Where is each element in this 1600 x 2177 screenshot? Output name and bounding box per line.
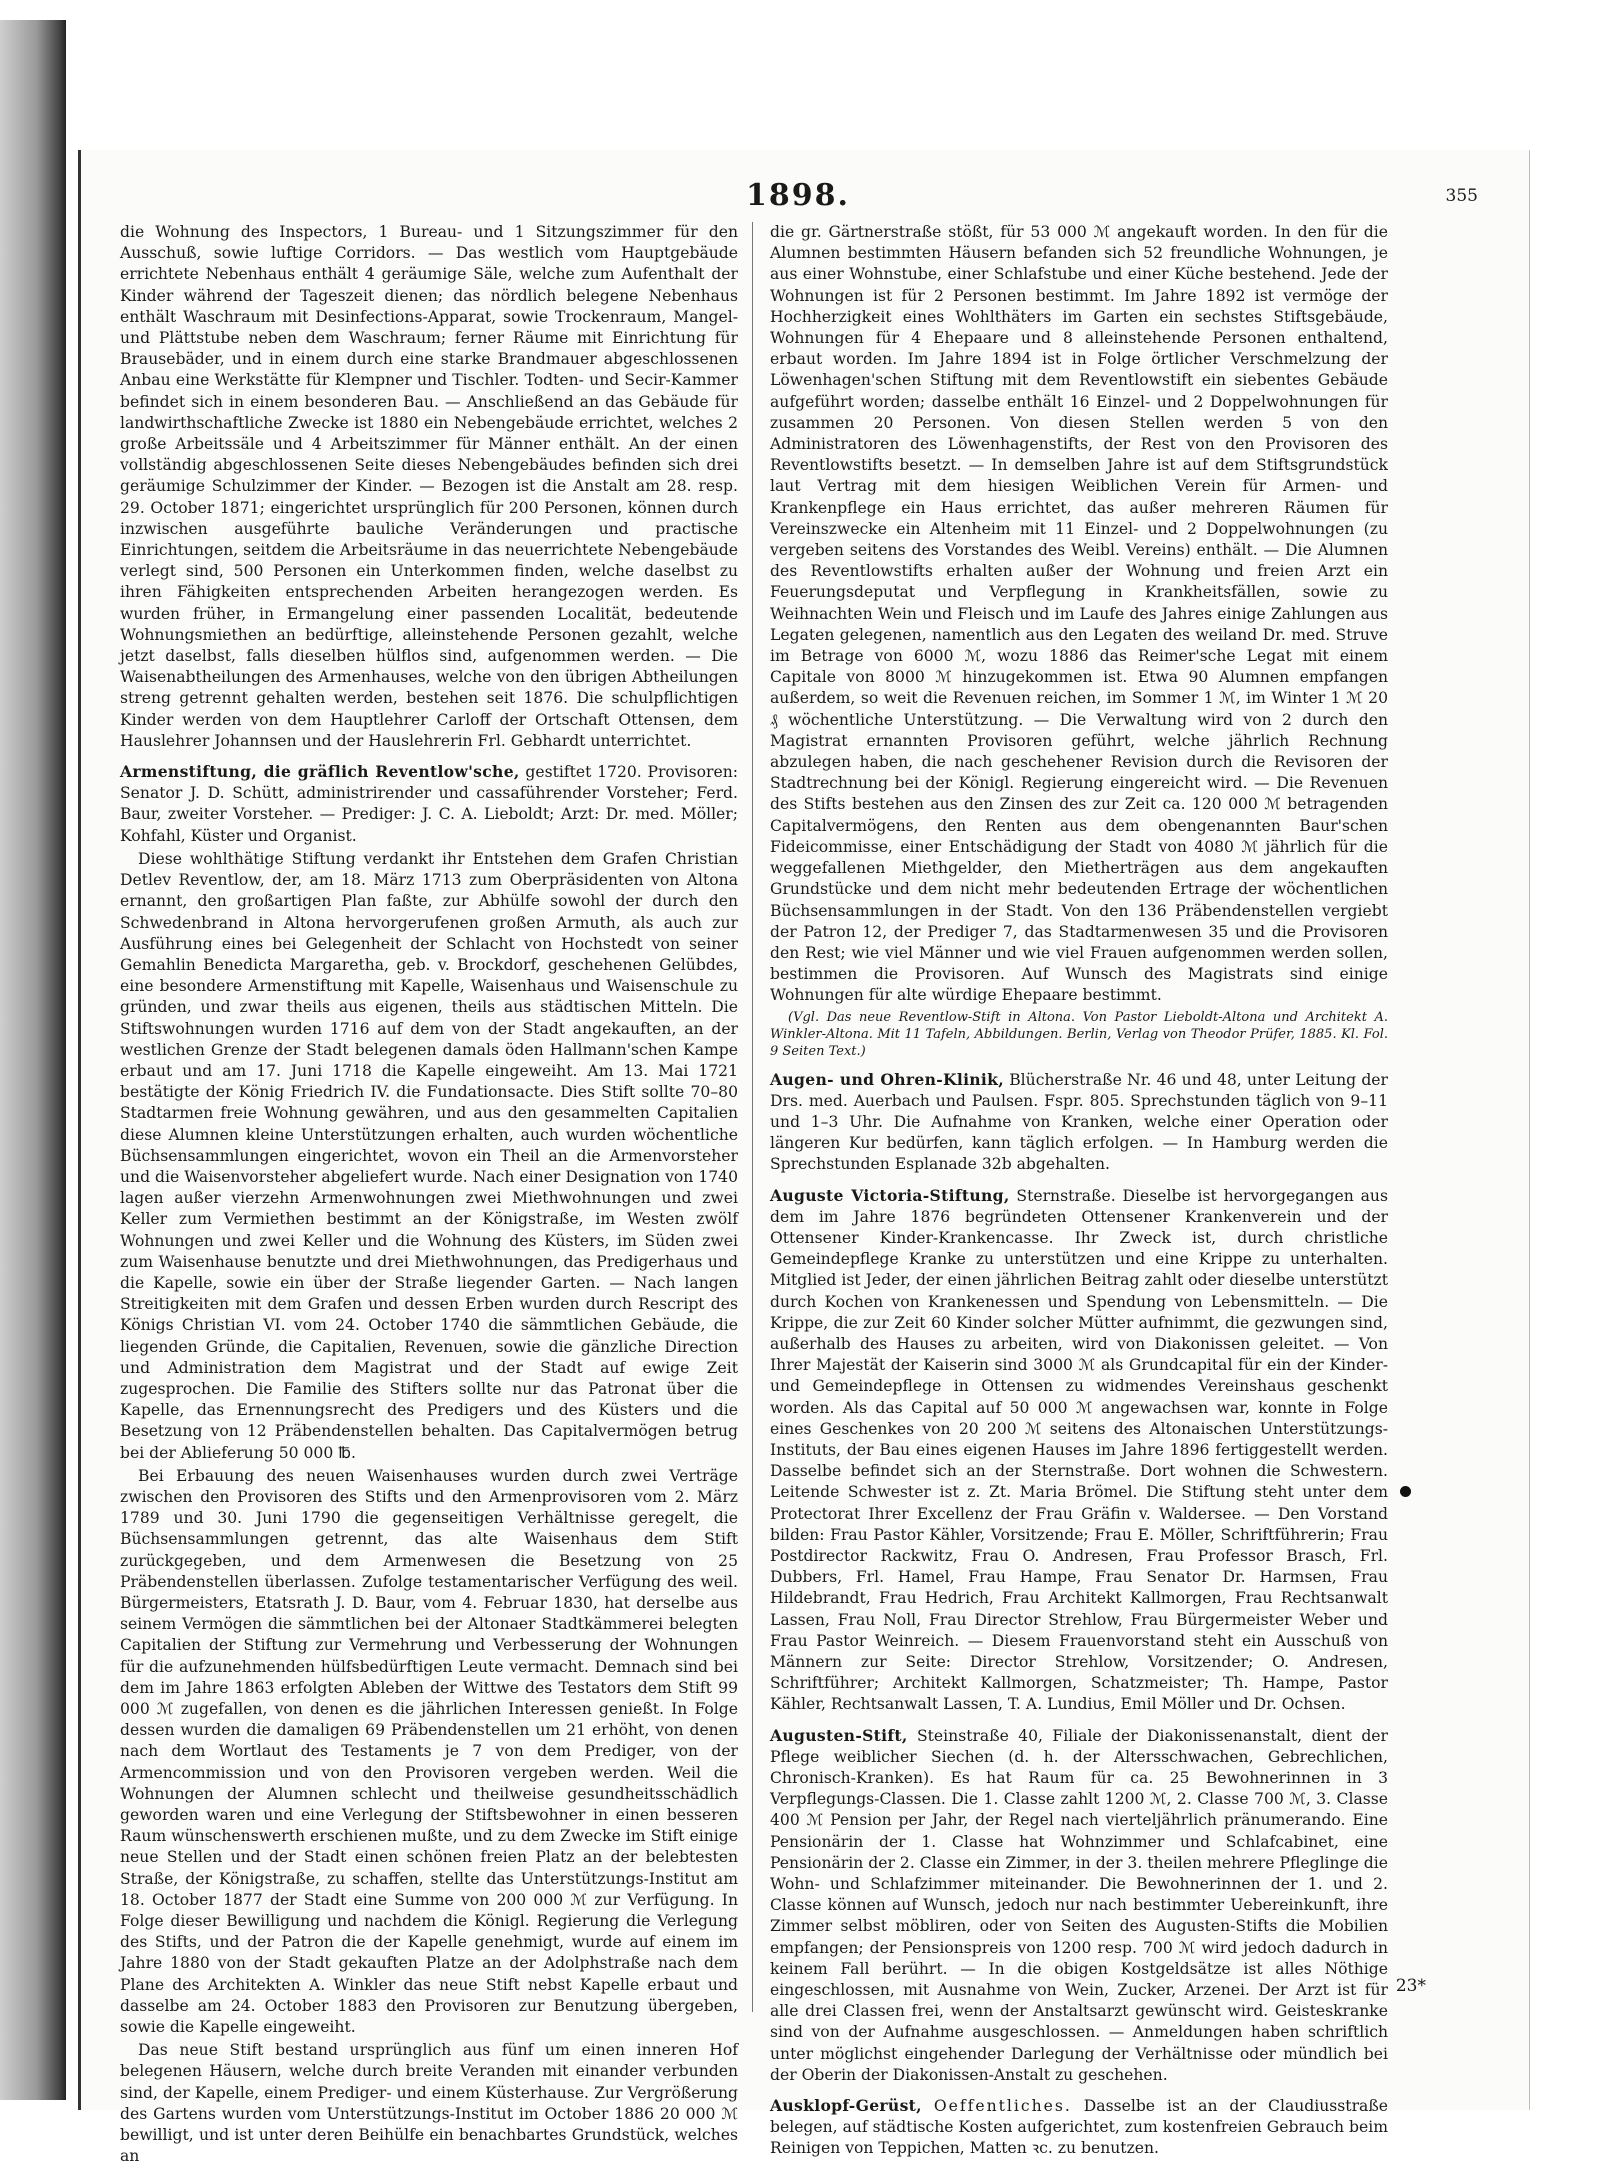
- right-column: [770, 222, 1388, 2158]
- augusten-stift-heading: Augusten-Stift,: [770, 1725, 908, 1745]
- augen-klinik-heading: Augen- und Ohren-Klinik,: [770, 1069, 1004, 1089]
- entry-armenhaus-continuation: [120, 222, 738, 752]
- column-divider: [752, 222, 753, 2012]
- entry-ausklopf-geruest: [770, 2095, 1388, 2160]
- ausklopf-paragraph: [770, 2095, 1388, 2160]
- entry-armenstiftung-continuation: [770, 222, 1388, 1060]
- ink-dot: [1400, 1486, 1411, 1497]
- page-header: [118, 178, 1478, 218]
- ausklopf-label: Oeffentliches.: [933, 2097, 1072, 2116]
- armenstiftung-waisenhaus: Bei Erbauung des neuen Waisenhauses wurden durch zwei Verträge zwischen den Provisoren des Stifts und den Armenprovisoren vom 2. März 1789 und 30. Juni 1790 die gegenseitigen Verhältnisse geregelt, die Büchsensammlungen getrennt, das alte Waisenhaus dem Stift zurückgegeben, und dem Armenwesen die Besetzung von 25 Präbendenstellen überlassen. Zufolge testamentarischer Verfügung des weil. Bürgermeisters, Etatsrath J. D. Baur, vom 4. Februar 1830, hat derselbe aus seinem Vermögen die sämmtlichen bei der Altonaer Stadtkämmerei belegten Capitalien der Stiftung zur Vermehrung und Verbesserung der Wohnungen für die aufzunehmenden hülfsbedürftigen Leute vermacht. Demnach sind bei dem im Jahre 1863 erfolgten Ableben der Wittwe des Testators dem Stift 99 000 ℳ zugefallen, von denen es die jährlichen Interessen genießt. In Folge dessen wurden die damaligen 69 Präbendenstellen um 21 erhöht, von denen nach dem Wortlaut des Testaments je 7 von dem Prediger, von der Armencommission und von den Provisoren vergeben werden. Weil die Wohnungen der Alumnen schlecht und theilweise gesundheitsschädlich geworden waren und eine Verlegung der Stiftsbewohner in einen besseren Raum wünschenswerth erschienen mußte, und zu dem Zwecke im Stift einige neue Stellen und der Stadt einen schönen freien Platz an der belebtesten Straße, der Königstraße, zu schaffen, stellte das Unterstützungs-Institut am 18. October 1877 der Stadt eine Summe von 200 000 ℳ zur Verfügung. In Folge dieser Bewilligung und nachdem die Königl. Regierung die Verlegung des Stifts, und der Patron die der Kapelle genehmigt, wurde auf einem im Jahre 1880 von der Stadt gekauften Platze an der Adolphstraße nach dem Plane des Architekten A. Winkler das neue Stift nebst Kapelle erbaut und dasselbe am 24. October 1883 den Provisoren zur Benutzung übergeben, sowie die Kapelle eingeweiht.: [120, 1466, 738, 2037]
- page-number: 355: [1445, 186, 1478, 206]
- armenhaus-text: die Wohnung des Inspectors, 1 Bureau- und 1 Sitzungszimmer für den Ausschuß, sowie luftige Corridors. — Das westlich vom Hauptgebäude errichtete Nebenhaus enthält 4 geräumige Säle, welche zum Aufenthalt der Kinder während der Tageszeit dienen; das nördlich belegene Nebenhaus enthält Waschraum mit Desinfections-Apparat, sowie Trockenraum, Mangel- und Plättstube neben dem Waschraum; ferner Räume mit Einrichtung für Brausebäder, und in einem durch eine starke Brandmauer abgeschlossenen Anbau eine Werkstätte für Klempner und Tischler. Todten- und Secir-Kammer befindet sich in einem besonderen Bau. — Anschließend an das Gebäude für landwirthschaftliche Zwecke ist 1880 ein Nebengebäude errichtet, welches 2 große Arbeitssäle und 4 Arbeitszimmer für Männer enthält. An der einen vollständig abgeschlossenen Seite dieses Nebengebäudes befinden sich drei geräumige Schulzimmer der Kinder. — Bezogen ist die Anstalt am 28. resp. 29. October 1871; eingerichtet ursprünglich für 200 Personen, können durch inzwischen ausgeführte bauliche Veränderungen und practische Einrichtungen, seitdem die Arbeitsräume in das neuerrichtete Nebengebäude verlegt sind, 500 Personen ein Unterkommen finden, welche daselbst zu ihren Fähigkeiten entsprechenden Arbeiten herangezogen werden. Es wurden früher, in Ermangelung einer passenden Localität, bedeutende Wohnungsmiethen an bedürftige, alleinstehende Personen gezahlt, welche jetzt daselbst, falls dieselben hülflos sind, aufgenommen werden. — Die Waisenabtheilungen des Armenhauses, welche von den übrigen Abtheilungen streng getrennt gehalten werden, bestehen seit 1876. Die schulpflichtigen Kinder werden von dem Hauptlehrer Carloff der Ortschaft Ottensen, dem Hauslehrer Johannsen und der Hauslehrerin Frl. Gebhardt unterrichtet.: [120, 223, 738, 750]
- auguste-victoria-heading: Auguste Victoria-Stiftung,: [770, 1185, 1010, 1205]
- entry-augusten-stift: [770, 1725, 1388, 2086]
- armenstiftung-new-stift: Das neue Stift bestand ursprünglich aus fünf um einen inneren Hof belegenen Häusern, welche durch breite Veranden mit einander verbunden sind, der Kapelle, einem Prediger- und einem Küsterhause. Zur Vergrößerung des Gartens wurden vom Unterstützungs-Institut im October 1886 20 000 ℳ bewilligt, und ist unter deren Beihülfe ein benachbartes Grundstück, welches an: [120, 2041, 738, 2166]
- armenstiftung-heading: Armenstiftung, die gräflich Reventlow'sche,: [120, 762, 520, 782]
- armenstiftung-history: Diese wohlthätige Stiftung verdankt ihr Entstehen dem Grafen Christian Detlev Reventlow, der, am 18. März 1713 zum Oberpräsidenten von Altona ernannt, den großartigen Plan faßte, zur Abhülfe sowohl der durch den Schwedenbrand in Altona hervorgerufenen großen Armuth, als auch zur Ausführung eines bei Gelegenheit der Schlacht von Hochstedt von seiner Gemahlin Benedicta Margaretha, geb. v. Brockdorf, geschehenen Gelübdes, eine besondere Armenstiftung mit Kapelle, Waisenhaus und Waisenschule zu gründen, und zwar theils aus eigenen, theils aus städtischen Mitteln. Die Stiftswohnungen wurden 1716 auf dem von der Stadt angekauften, an der westlichen Grenze der Stadt belegenen damals öden Hallmann'schen Kampe erbaut und am 17. Juni 1718 die Kapelle eingeweiht. Am 13. Mai 1721 bestätigte der König Friedrich IV. die Fundationsacte. Dies Stift sollte 70–80 Stadtarmen freie Wohnung gewähren, und aus den gesammelten Capitalien diese Alumnen kleine Unterstützungen erhalten, auch wurden wöchentliche Büchsensammlungen eingerichtet, wovon ein Theil an die Armenvorsteher und die Waisenvorsteher abgeliefert wurde. Nach einer Designation von 1740 lagen außer vierzehn Armenwohnungen zwei Miethwohnungen und zwei Keller zum Vermiethen bestimmt an der Königstraße, im Westen zwölf Wohnungen und zwei Keller und die Wohnung des Küsters, im Süden zwei zum Waisenhause benutzte und drei Miethwohnungen, das Predigerhaus und die Kapelle, sowie ein über der Straße liegender Garten. — Nach langen Streitigkeiten mit dem Grafen und dessen Erben wurden durch Rescript des Königs Christian VI. vom 24. October 1740 die sämmtlichen Gebäude, die liegenden Gründe, die Capitalien, Revenuen, sowie die gänzliche Direction und Administration dem Magistrat und der Stadt auf ewige Zeit zugesprochen. Die Familie des Stifters sollte nur das Patronat über die Kapelle, das Ernennungsrecht des Predigers und des Küsters und die Besetzung von 12 Präbendenstellen behalten. Das Capitalvermögen betrug bei der Ablieferung 50 000 ℔.: [120, 849, 738, 1462]
- augen-klinik-paragraph: [770, 1069, 1388, 1176]
- left-column: [120, 222, 738, 2166]
- armenstiftung-officers: gestiftet 1720. Provisoren: Senator J. D. Schütt, administrirender und cassaführender Vorsteher; Ferd. Baur, zweiter Vorsteher. — Prediger: J. C. A. Lieboldt; Arzt: Dr. med. Möller; Kohfahl, Küster und Organist.: [120, 763, 738, 845]
- entry-armenstiftung: [120, 761, 738, 2167]
- armenstiftung-officers-paragraph: [120, 761, 738, 847]
- literature-citation: (Vgl. Das neue Reventlow-Stift in Altona. Von Pastor Lieboldt-Altona und Architekt A. Winkler-Altona. Mit 11 Tafeln, Abbildungen. Berlin, Verlag von Theodor Prüfer, 1885. Kl. Fol. 9 Seiten Text.): [770, 1009, 1388, 1059]
- augusten-stift-text: Steinstraße 40, Filiale der Diakonissenanstalt, dient der Pflege weiblicher Siechen (d. h. der Altersschwachen, Gebrechlichen, Chronisch-Kranken). Es hat Raum für ca. 25 Bewohnerinnen in 3 Verpflegungs-Classen. Die 1. Classe zahlt 1200 ℳ, 2. Classe 700 ℳ, 3. Classe 400 ℳ Pension per Jahr, der Regel nach vierteljährlich pränumerando. Eine Pensionärin der 1. Classe hat Wohnzimmer und Schlafcabinet, eine Pensionärin der 2. Classe ein Zimmer, in der 3. theilen mehrere Pfleglinge die Wohn- und Schlafzimmer miteinander. Die Bewohnerinnen der 1. und 2. Classe können auf Wunsch, jedoch nur nach bestimmter Uebereinkunft, ihre Zimmer selbst möbliren, oder von Seiten des Augusten-Stifts die Mobilien empfangen; der Pensionspreis von 1200 resp. 700 ℳ wird jedoch dadurch in keinem Fall berührt. — In die obigen Kostgeldsätze ist alles Nöthige eingeschlossen, mit Ausnahme von Wein, Zucker, Arzenei. Der Arzt ist für alle drei Classen frei, wenn der Anstaltsarzt gewünscht wird. Geisteskranke sind von der Aufnahme ausgeschlossen. — Anmeldungen haben schriftlich unter möglichst eingehender Darlegung der Verhältnisse oder mündlich bei der Oberin der Diakonissen-Anstalt zu geschehen.: [770, 1726, 1388, 2084]
- page-year: 1898.: [746, 178, 850, 213]
- augen-klinik-text: Blücherstraße Nr. 46 und 48, unter Leitung der Drs. med. Auerbach und Paulsen. Fspr. 805. Sprechstunden täglich von 9–11 und 1–3 Uhr. Die Aufnahme von Kranken, welche einer Operation oder längeren Kur bedürfen, kann täglich erfolgen. — In Hamburg werden die Sprechstunden Esplanade 32b abgehalten.: [770, 1070, 1388, 1174]
- armenstiftung-continuation-text: die gr. Gärtnerstraße stößt, für 53 000 ℳ angekauft worden. In den für die Alumnen bestimmten Häusern befanden sich 52 freundliche Wohnungen, je aus einer Wohnstube, einer Schlafstube und einer Küche bestehend. Jede der Wohnungen ist für 2 Personen bestimmt. Im Jahre 1892 ist vermöge der Hochherzigkeit eines Wohlthäters im Garten ein sechstes Stiftsgebäude, Wohnungen für 4 Ehepaare und 8 alleinstehende Personen enthaltend, erbaut worden. Im Jahre 1894 ist in Folge örtlicher Verschmelzung der Löwenhagen'schen Stiftung mit dem Reventlowstift ein siebentes Gebäude aufgeführt worden; dasselbe enthält 16 Einzel- und 2 Doppelwohnungen für zusammen 20 Personen. Von diesen Stellen werden 5 von den Administratoren des Löwenhagenstifts, der Rest von den Provisoren des Reventlowstifts besetzt. — In demselben Jahre ist auf dem Stiftsgrundstück laut Vertrag mit dem hiesigen Weiblichen Verein für Armen- und Krankenpflege ein Haus errichtet, das außer mehreren Räumen für Vereinszwecke ein Altenheim mit 11 Einzel- und 2 Doppelwohnungen (zu vergeben seitens des Vorstandes des Weibl. Vereins) enthält. — Die Alumnen des Reventlowstifts erhalten außer der Wohnung und freien Arzt ein Feuerungsdeputat und Verpflegung in Krankheitsfällen, sowie zu Weihnachten Wein und Fleisch und im Laufe des Jahres einige Zahlungen aus Legaten gelegenen, namentlich aus den Legaten des weiland Dr. med. Struve im Betrage von 6000 ℳ, wozu 1886 das Reimer'sche Legat mit einem Capitale von 8000 ℳ hinzugekommen ist. Etwa 90 Alumnen empfangen außerdem, so weit die Revenuen reichen, im Sommer 1 ℳ, im Winter 1 ℳ 20 ₰ wöchentliche Unterstützung. — Die Verwaltung wird von 2 durch den Magistrat ernannten Provisoren geführt, welche jährlich Rechnung abzulegen haben, die nach geschehener Revision durch die Revisoren der Stadtrechnung bei der Königl. Regierung eingereicht wird. — Die Revenuen des Stifts bestehen aus den Zinsen des zur Zeit ca. 120 000 ℳ betragenden Capitalvermögens, den Renten aus dem obengenannten Baur'schen Fideicommisse, einer Entschädigung der Stadt von 4080 ℳ jährlich für die weggefallenen Miethgelder, den Mietherträgen aus dem angekauften Grundstücke und dem nicht mehr bedeutenden Ertrage der wöchentlichen Büchsensammlungen in der Stadt. Von den 136 Präbendenstellen vergiebt der Patron 12, der Prediger 7, das Stadtarmenwesen 35 und die Provisoren den Rest; wie viel Männer und wie viel Frauen aufgenommen werden sollen, bestimmen die Provisoren. Auf Wunsch des Magistrats sind einige Wohnungen für alte würdige Ehepaare bestimmt.: [770, 223, 1388, 1005]
- augusten-stift-paragraph: [770, 1725, 1388, 2086]
- entry-auguste-victoria: [770, 1185, 1388, 1716]
- entry-augen-klinik: [770, 1069, 1388, 1176]
- ausklopf-heading: Ausklopf-Gerüst,: [770, 2096, 922, 2116]
- ausklopf-text: Dasselbe ist an der Claudiusstraße belegen, auf städtische Kosten aufgerichtet, zum kostenfreien Gebrauch beim Reinigen von Teppichen, Matten ꝛc. zu benutzen.: [770, 2097, 1388, 2158]
- binding-shadow: [0, 20, 66, 2100]
- auguste-victoria-paragraph: [770, 1185, 1388, 1716]
- printer-signature: 23*: [1395, 1976, 1426, 1996]
- auguste-victoria-text: Sternstraße. Dieselbe ist hervorgegangen aus dem im Jahre 1876 begründeten Ottensener Krankenverein und der Ottensener Kinder-Krankencasse. Ihr Zweck ist, durch christliche Gemeindepflege Kranke zu unterstützen und eine Krippe zu unterhalten. Mitglied ist Jeder, der einen jährlichen Beitrag zahlt oder dieselbe unterstützt durch Kochen von Krankenessen und Spendung von Lebensmitteln. — Die Krippe, die zur Zeit 60 Kinder solcher Mütter aufnimmt, die gezwungen sind, außerhalb des Hauses zu arbeiten, wird von Diakonissen geleitet. — Von Ihrer Majestät der Kaiserin sind 3000 ℳ als Grundcapital für ein der Kinder- und Gemeindepflege in Ottensen zu widmendes Vereinshaus geschenkt worden. Als das Capital auf 50 000 ℳ angewachsen war, konnte in Folge eines Geschenkes von 20 200 ℳ seitens des Altonaischen Unterstützungs-Instituts, der Bau eines eigenen Hauses im Jahre 1896 fertiggestellt werden. Dasselbe befindet sich an der Sternstraße. Dort wohnen die Schwestern. Leitende Schwester ist z. Zt. Maria Brömel. Die Stiftung steht unter dem Protectorat Ihrer Excellenz der Frau Gräfin v. Waldersee. — Den Vorstand bilden: Frau Pastor Kähler, Vorsitzende; Frau E. Möller, Schriftführerin; Frau Postdirector Rackwitz, Frau O. Andresen, Frau Professor Brasch, Frl. Dubbers, Frl. Hamel, Frau Hampe, Frau Senator Dr. Harmsen, Frau Hildebrandt, Frau Hedrich, Frau Architekt Kallmorgen, Frau Rechtsanwalt Lassen, Frau Noll, Frau Director Strehlow, Frau Bürgermeister Weber und Frau Pastor Weinreich. — Diesem Frauenvorstand steht ein Ausschuß von Männern zur Seite: Director Strehlow, Vorsitzender; O. Andresen, Schriftführer; Architekt Kallmorgen, Schatzmeister; Th. Hampe, Pastor Kähler, Rechtsanwalt Lassen, T. A. Lundius, Emil Möller und Dr. Ochsen.: [770, 1186, 1388, 1714]
